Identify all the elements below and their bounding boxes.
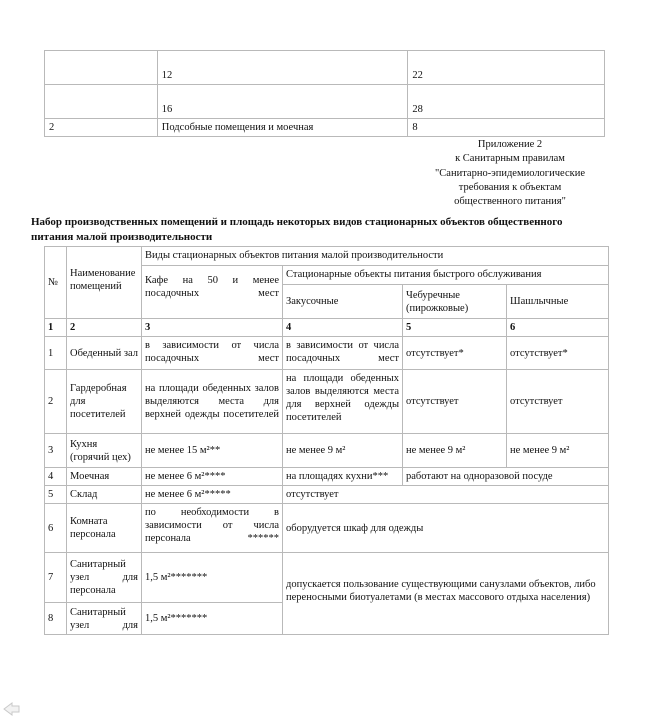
cafe-value: в зависимости от числа посадочных мест xyxy=(142,337,283,370)
appendix-line: Приложение 2 xyxy=(477,139,543,150)
cafe-value: 1,5 м²******* xyxy=(142,553,283,603)
table-cell: 8 xyxy=(408,119,605,137)
col-header-types: Виды стационарных объектов питания малой производительности xyxy=(142,247,609,266)
col-number: 2 xyxy=(67,319,142,337)
snack-value: на площади обеденных залов выделяются места для верхней одежды посетителей xyxy=(283,370,403,434)
col-number: 1 xyxy=(45,319,67,337)
table-row xyxy=(45,434,609,468)
table-row xyxy=(45,370,609,434)
col-number: 5 xyxy=(403,319,507,337)
table-row xyxy=(45,468,609,486)
table-cell: 22 xyxy=(408,51,605,85)
row-number: 6 xyxy=(45,504,67,553)
appendix-line: к Санитарным правилам xyxy=(455,153,565,165)
previous-table-fragment xyxy=(44,50,605,137)
table-cell: 12 xyxy=(157,51,408,85)
cheburek-value: отсутствует xyxy=(403,370,507,434)
col-header-cheburek: Чебуречные (пирожковые) xyxy=(403,285,507,319)
snack-value: не менее 9 м² xyxy=(283,434,403,468)
premises-table xyxy=(44,246,609,635)
table-cell: 16 xyxy=(157,85,408,119)
room-name: Гардеробная для посетителей xyxy=(67,370,142,434)
table-cell: 28 xyxy=(408,85,605,119)
room-name: Моечная xyxy=(67,468,142,486)
row-number: 7 xyxy=(45,553,67,603)
cafe-value: на площади обеденных залов выделяются места для верхней одежды посетителей xyxy=(142,370,283,434)
col-header-room: Наименование помещений xyxy=(67,247,142,319)
merged-value: работают на одноразовой посуде xyxy=(403,468,609,486)
col-header-number: № xyxy=(45,247,67,319)
room-name: Кухня (горячий цех) xyxy=(67,434,142,468)
row-number: 3 xyxy=(45,434,67,468)
appendix-line: общественного питания" xyxy=(454,196,566,208)
table-cell xyxy=(45,85,158,119)
appendix-line: требования к объектам xyxy=(458,181,562,193)
shashlik-value: отсутствует* xyxy=(507,337,609,370)
table-row xyxy=(45,51,605,85)
shashlik-value: отсутствует xyxy=(507,370,609,434)
cheburek-value: не менее 9 м² xyxy=(403,434,507,468)
table-row xyxy=(45,553,609,603)
col-number: 4 xyxy=(283,319,403,337)
col-header-cafe: Кафе на 50 и менее посадочных мест xyxy=(142,266,283,319)
snack-value: в зависимости от числа посадочных мест xyxy=(283,337,403,370)
room-name: Санитарный узел для xyxy=(67,603,142,635)
table-row xyxy=(45,319,609,337)
table-row xyxy=(45,119,605,137)
row-number: 1 xyxy=(45,337,67,370)
cafe-value: не менее 6 м²***** xyxy=(142,486,283,504)
cafe-value: по необходимости в зависимости от числа персонала ****** xyxy=(142,504,283,553)
table-row xyxy=(45,486,609,504)
row-number: 2 xyxy=(45,370,67,434)
merged-value: отсутствует xyxy=(283,486,609,504)
row-number: 8 xyxy=(45,603,67,635)
appendix-line: "Санитарно-эпидемиологические xyxy=(435,167,585,179)
appendix-note xyxy=(395,138,625,209)
cafe-value: 1,5 м²******* xyxy=(142,603,283,635)
cafe-value: не менее 15 м²** xyxy=(142,434,283,468)
col-number: 3 xyxy=(142,319,283,337)
heading-line: Набор производственных помещений и площадь некоторых видов стационарных объектов общественного xyxy=(31,216,563,228)
shashlik-value: не менее 9 м² xyxy=(507,434,609,468)
table-row xyxy=(45,337,609,370)
cafe-value: не менее 6 м²**** xyxy=(142,468,283,486)
room-name: Комната персонала xyxy=(67,504,142,553)
table-row xyxy=(45,247,609,266)
col-number: 6 xyxy=(507,319,609,337)
table-row xyxy=(45,504,609,553)
sanitary-merged-value: допускается пользование существующими санузлами объектов, либо переносными биотуалетами (в местах массового отдыха населения) xyxy=(283,553,609,635)
snack-value: на площадях кухни*** xyxy=(283,468,403,486)
row-number: 5 xyxy=(45,486,67,504)
table-cell xyxy=(45,51,158,85)
room-name: Склад xyxy=(67,486,142,504)
merged-value: оборудуется шкаф для одежды xyxy=(283,504,609,553)
table-row xyxy=(45,85,605,119)
row-number: 4 xyxy=(45,468,67,486)
col-header-shashlik: Шашлычные xyxy=(507,285,609,319)
col-header-snack: Закусочные xyxy=(283,285,403,319)
cheburek-value: отсутствует* xyxy=(403,337,507,370)
room-name: Санитарный узел для персонала xyxy=(67,553,142,603)
col-header-fastfood: Стационарные объекты питания быстрого обслуживания xyxy=(283,266,609,285)
back-arrow-icon[interactable] xyxy=(2,700,22,718)
heading-line: питания малой производительности xyxy=(31,231,213,243)
table-cell: 2 xyxy=(45,119,158,137)
room-name: Обеденный зал xyxy=(67,337,142,370)
table-cell: Подсобные помещения и моечная xyxy=(157,119,408,137)
section-heading xyxy=(31,215,631,245)
